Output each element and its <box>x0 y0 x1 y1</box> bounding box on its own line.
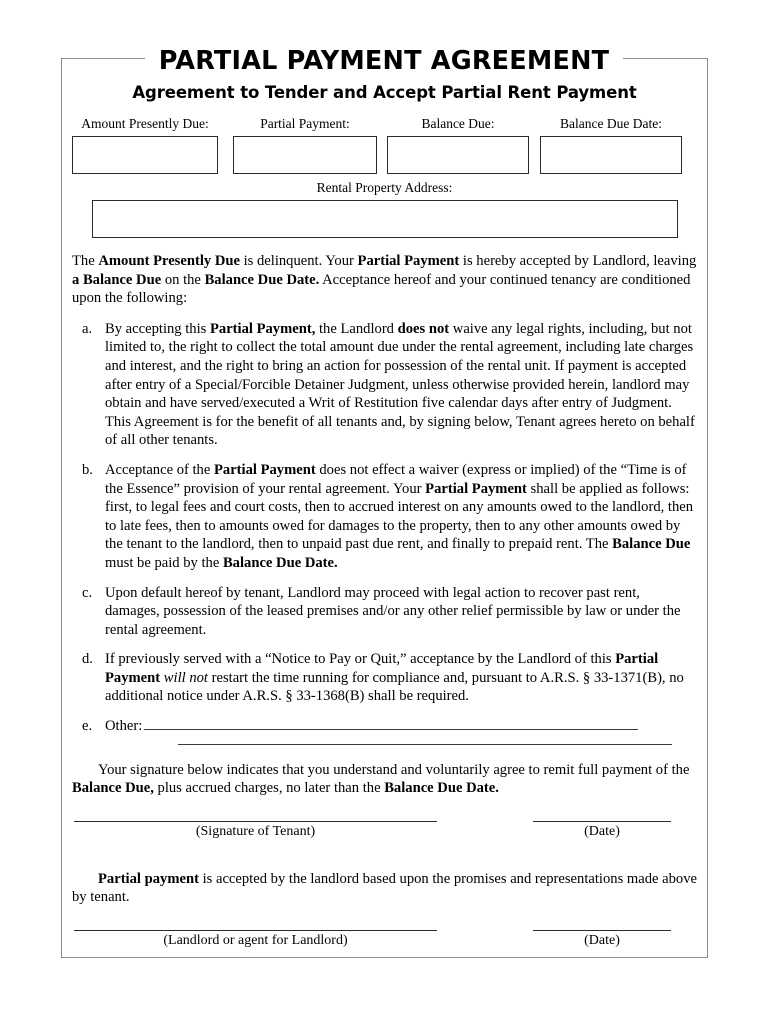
term-item-e-other <box>72 717 697 745</box>
tenant-signature-row <box>72 820 697 854</box>
term-marker: a. <box>82 320 93 337</box>
field-amount-presently-due <box>72 116 218 174</box>
document-content <box>61 58 708 958</box>
document-title-text: PARTIAL PAYMENT AGREEMENT <box>145 47 624 75</box>
rental-property-address-label: Rental Property Address: <box>316 180 453 195</box>
term-marker: b. <box>82 461 93 478</box>
tenant-signature-line[interactable] <box>74 820 437 822</box>
terms-list <box>72 320 697 745</box>
partial-payment-input[interactable] <box>233 136 377 174</box>
term-marker: c. <box>82 584 93 601</box>
other-input-line-1[interactable] <box>144 717 638 730</box>
landlord-date-caption: (Date) <box>584 933 620 949</box>
rental-property-address-block <box>61 180 708 238</box>
term-text: Upon default hereof by tenant, Landlord may proceed with legal action to recover past rent, damages, possession of the leased premises and/or any other relief permissible by law or under the rental agreement. <box>105 584 681 638</box>
amount-presently-due-input[interactable] <box>72 136 218 174</box>
term-item-a <box>72 320 697 450</box>
landlord-signature-caption: (Landlord or agent for Landlord) <box>163 933 348 949</box>
tenant-date-caption: (Date) <box>584 823 620 839</box>
term-item-d <box>72 650 697 706</box>
other-label: Other: <box>105 718 143 735</box>
tenant-agreement-paragraph: Your signature below indicates that you understand and voluntarily agree to remit full payment of the Balance Due, plus accrued charges, no later than the Balance Due Date. <box>72 761 690 797</box>
field-label: Partial Payment: <box>260 116 350 131</box>
field-balance-due <box>387 116 529 174</box>
landlord-acceptance-paragraph: Partial payment is accepted by the landlord based upon the promises and representations made above by tenant. <box>72 870 697 906</box>
landlord-signature-row <box>72 929 697 963</box>
term-item-b <box>72 461 697 573</box>
landlord-signature-line[interactable] <box>74 929 437 931</box>
term-marker: e. <box>82 718 93 735</box>
field-balance-due-date <box>540 116 682 174</box>
tenant-date-line[interactable] <box>533 820 671 822</box>
document-subtitle: Agreement to Tender and Accept Partial Rent Payment <box>132 83 637 102</box>
term-item-c <box>72 584 697 640</box>
document-title <box>0 47 768 75</box>
field-label: Balance Due: <box>421 116 495 131</box>
term-text: Acceptance of the Partial Payment does not effect a waiver (express or implied) of the “Time is of the Essence” provision of your rental agreement. Your Partial Payment shall be applied as follows: first, to legal fees and court costs, then to accrued interest on any amounts owed to the landlord, then to late fees, then to amounts owed for damages to the property, then to any other amounts owed by the tenant to the landlord, then to unpaid past due rent, and finally to prepaid rent. The Balance Due must be paid by the Balance Due Date. <box>105 461 694 571</box>
balance-due-input[interactable] <box>387 136 529 174</box>
field-label: Amount Presently Due: <box>81 116 209 131</box>
field-partial-payment <box>233 116 377 174</box>
tenant-signature-caption: (Signature of Tenant) <box>195 823 316 839</box>
intro-paragraph: The Amount Presently Due is delinquent. Your Partial Payment is hereby accepted by Landlord, leaving a Balance Due on the Balance Due Date. Acceptance hereof and your continued tenancy are conditioned upon the following: <box>72 253 697 307</box>
field-label: Balance Due Date: <box>560 116 662 131</box>
summary-fields-row <box>61 116 708 178</box>
term-text: If previously served with a “Notice to Pay or Quit,” acceptance by the Landlord of this Partial Payment will not restart the time running for compliance and, pursuant to A.R.S. § 33-1371(B), no additional notice under A.R.S. § 33-1368(B) shall be required. <box>105 651 684 705</box>
balance-due-date-input[interactable] <box>540 136 682 174</box>
term-marker: d. <box>82 651 93 668</box>
rental-property-address-input[interactable] <box>92 200 678 238</box>
term-text: By accepting this Partial Payment, the Landlord does not waive any legal rights, including, but not limited to, the right to collect the total amount due under the rental agreement, including late charges and interest, and the right to bring an action for possession of the rental unit. If payment is accepted after entry of a Special/Forcible Detainer Judgment, unless otherwise provided herein, landlord may obtain and have served/executed a Writ of Restitution five calendar days after entry of Judgment. This Agreement is for the benefit of all tenants and, by signing below, Tenant agrees hereto on behalf of all other tenants. <box>105 320 695 449</box>
other-input-line-2[interactable] <box>178 743 672 745</box>
landlord-date-line[interactable] <box>533 929 671 931</box>
